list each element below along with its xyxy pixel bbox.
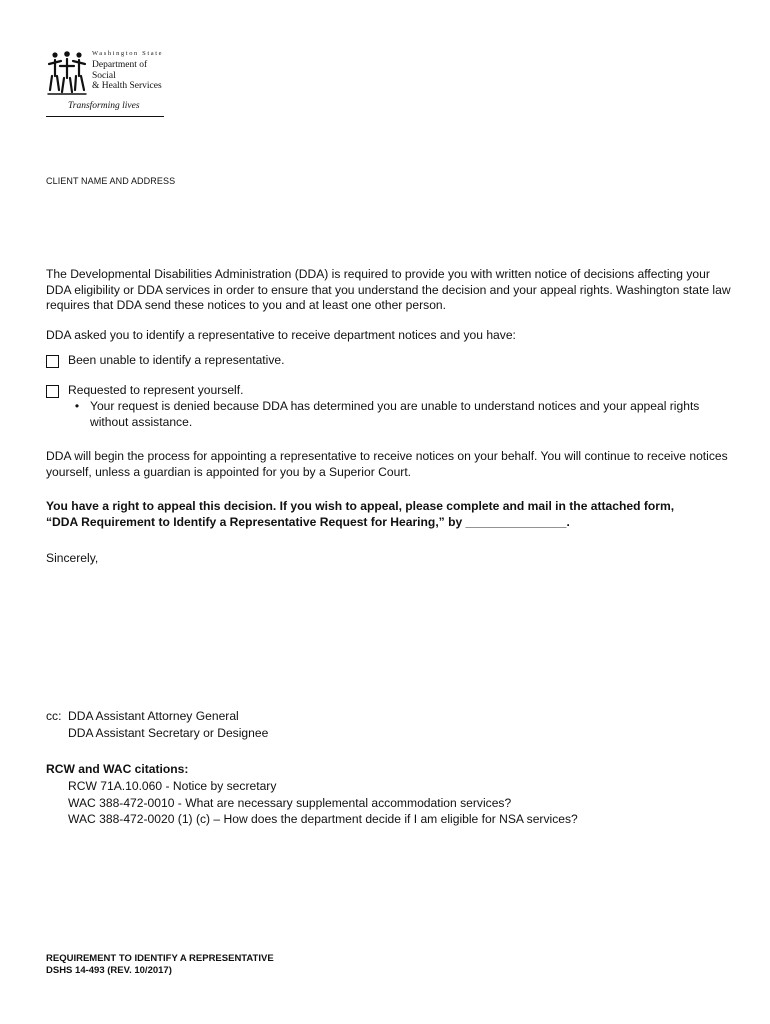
citation-item: WAC 388-472-0010 - What are necessary supplemental accommodation services?	[68, 795, 512, 810]
citation-item: RCW 71A.10.060 - Notice by secretary	[68, 779, 277, 793]
checkbox-self-represent[interactable]	[46, 385, 59, 398]
form-footer	[46, 953, 274, 977]
dshs-logo	[46, 48, 168, 120]
intro-paragraph: The Developmental Disabilities Administration (DDA) is required to provide you with written notice of decisions affecting your DDA eligibility or DDA services in order to ensure that you understand the decision and your appeal rights. Washington state law requires that DDA send these notices to you and at least one other person.	[46, 267, 731, 312]
process-paragraph: DDA will begin the process for appointing a representative to receive notices on your behalf. You will continue to receive notices yourself, unless a guardian is appointed for you by a Superior Court.	[46, 449, 728, 479]
cc-line-2: DDA Assistant Secretary or Designee	[68, 726, 269, 740]
denial-bullet	[64, 399, 724, 430]
option-self-represent-label: Requested to represent yourself.	[68, 383, 244, 397]
option-self-represent[interactable]	[46, 383, 243, 399]
option-unable[interactable]	[46, 353, 285, 369]
logo-state-text: Washington State	[92, 50, 164, 57]
logo-tagline: Transforming lives	[68, 101, 140, 111]
cc-label: cc:	[46, 709, 62, 723]
representative-prompt: DDA asked you to identify a representative to receive department notices and you have:	[46, 328, 516, 342]
appeal-line-2: “DDA Requirement to Identify a Representative Request for Hearing,” by _______________.	[46, 514, 570, 529]
footer-form-title: REQUIREMENT TO IDENTIFY A REPRESENTATIVE	[46, 953, 274, 964]
citations-list	[68, 778, 578, 828]
logo-department-name: Department of Social & Health Services	[92, 60, 162, 91]
appeal-notice	[46, 499, 736, 530]
logo-divider	[46, 116, 164, 117]
option-unable-label: Been unable to identify a representative.	[68, 353, 285, 367]
client-name-address-label: CLIENT NAME AND ADDRESS	[46, 176, 176, 186]
citations-heading: RCW and WAC citations:	[46, 762, 189, 776]
denial-bullet-text: Your request is denied because DDA has determined you are unable to understand notices and your appeal rights without assistance.	[90, 399, 700, 429]
people-figures-icon	[46, 50, 88, 96]
cc-block	[46, 708, 268, 742]
checkbox-unable[interactable]	[46, 355, 59, 368]
citation-item: WAC 388-472-0020 (1) (c) – How does the department decide if I am eligible for NSA services?	[68, 812, 578, 826]
closing: Sincerely,	[46, 551, 99, 565]
cc-line-1: DDA Assistant Attorney General	[68, 709, 239, 723]
appeal-line-1: You have a right to appeal this decision. If you wish to appeal, please complete and mail in the attached form,	[46, 499, 675, 513]
footer-form-number: DSHS 14-493 (REV. 10/2017)	[46, 965, 172, 976]
bullet-icon: •	[74, 399, 80, 413]
